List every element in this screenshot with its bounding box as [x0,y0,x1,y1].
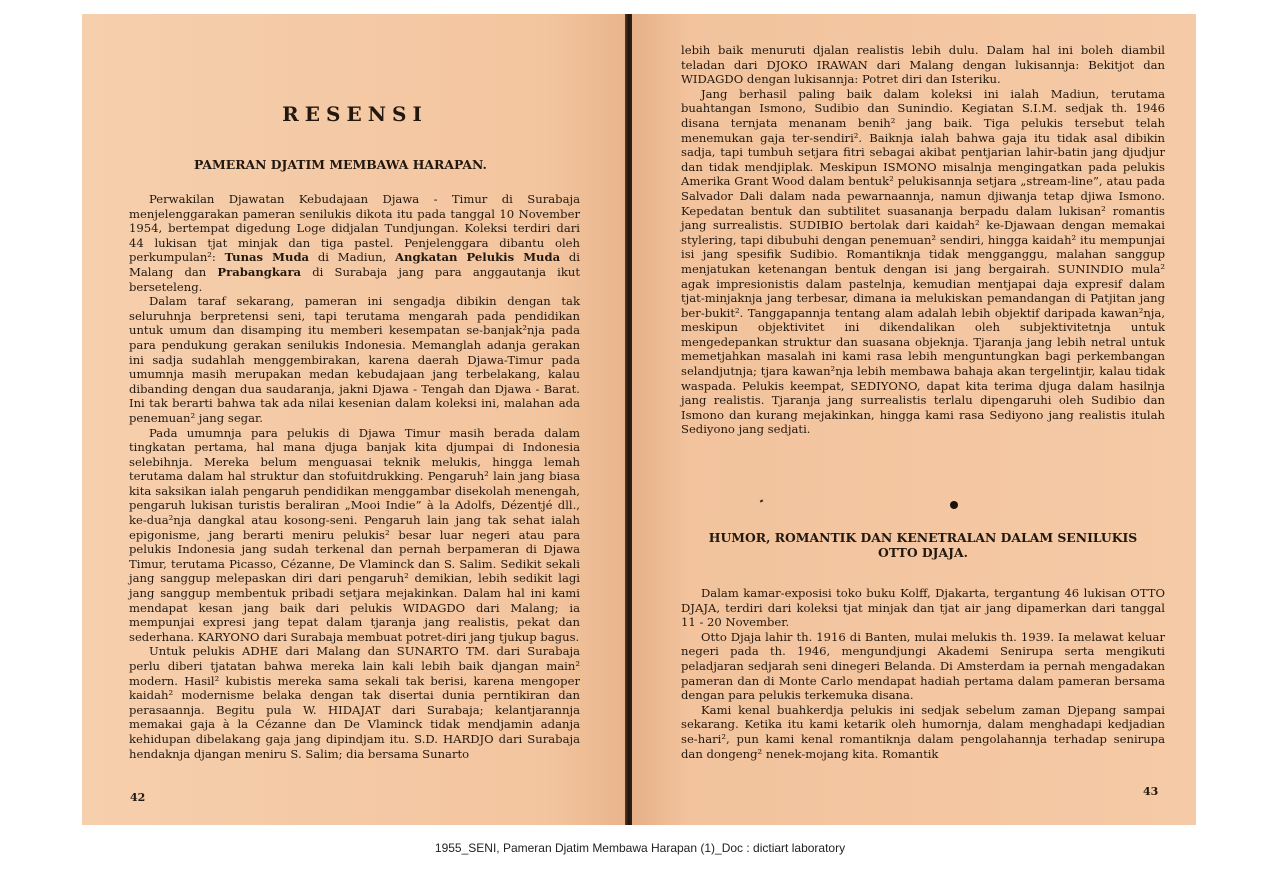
right-page-body-bottom [681,586,1165,761]
org-name-prabangkara: Prabangkara [217,264,302,279]
article2-title-line: HUMOR, ROMANTIK DAN KENETRALAN DALAM SENILUKIS [708,530,1138,545]
paragraph: Jang berhasil paling baik dalam koleksi ini ialah Madiun, terutama buahtangan Ismono, Sudibio dan Sunindio. Kegiatan S.I.M. sedjak th. 1946 disana ternjata menanam benih² jang baik. Tiga pelukis tersebut telah menemukan gaja ter-sendiri². Baiknja ialah bahwa gaja itu tidak asal dibikin sadja, tapi tumbuh setjara fitri sebagai akibat pentjarian lahir-batin jang djudjur dan tidak mendjiplak. Meskipun ISMONO misalnja mengingatkan pada pelukis Amerika Grant Wood dalam bentuk² pelukisannja setjara „stream-line”, atau pada Salvador Dali dalam nada pewarnaannja, namun djiwanja tetap djiwa Ismono. Kepedatan bentuk dan subtilitet suasananja berpadu dalam lukisan² romantis jang surrealistis. SUDIBIO bertolak dari kaidah² ke-Djawaan dengan memakai stylering, tapi dibubuhi dengan penemuan² sendiri, hingga kaidah² itu mempunjai isi jang spesifik Sudibio. Romantiknja tidak mengganggu, malahan sanggup menjatukan ketenangan bentuk dengan isi jang bergairah. SUNINDIO mula² agak impresionistis dalam pastelnja, kemudian mentjapai daja expresif dalam tjat-minjaknja jang terbesar, dimana ia melukiskan pemandangan di Patjitan jang ber-bukit². Tanggapannja tentang alam adalah lebih objektif daripada kawan²nja, meskipun objektivitet ini dikendalikan oleh subjektivitetnja untuk mengedepankan struktur dan suasana objeknja. Tjaranja jang lebih netral untuk memetjahkan masalah ini kami rasa lebih menguntungkan bagi perkembangan selandjutnja; tjara kawan²nja lebih membawa bahaja akan tergelintjir, kalau tidak waspada. Pelukis keempat, SEDIYONO, dapat kita terima djuga dalam hasilnja jang realistis. Tjaranja jang surrealistis terlalu dipengaruhi oleh Sudibio dan Ismono dan kurang mejakinkan, hingga kami rasa Sediyono jang realistis itulah Sediyono jang sedjati. [681,86,1165,437]
paragraph-text: di Surabaja jang para anggautanja ikut berseteleng. [129,264,581,294]
right-page-body-top [681,43,1165,437]
book-spread [82,14,1196,825]
ink-mark [760,499,764,502]
page-number: 43 [1143,785,1159,798]
org-name-angkatan-pelukis-muda: Angkatan Pelukis Muda [395,250,561,265]
right-page [632,14,1196,825]
section-heading: RESENSI [282,102,428,126]
article-title: PAMERAN DJATIM MEMBAWA HARAPAN. [194,157,487,172]
paragraph: Kami kenal buahkerdja pelukis ini sedjak sebelum zaman Djepang sampai sekarang. Ketika itu kami ketarik oleh humornja, dalam menghadapi kedjadian se-hari², pun kami kenal romantiknja dalam pengolahannja terhadap senirupa dan dongeng² nenek-mojang kita. Romantik [681,702,1165,761]
paragraph-text: di Madiun, [309,250,396,265]
article2-title [681,530,1165,560]
image-caption: 1955_SENI, Pameran Djatim Membawa Harapan (1)_Doc : dictiart laboratory [434,841,846,855]
org-name-tunas-muda: Tunas Muda [224,250,310,265]
left-page-body [129,192,580,761]
paragraph-text: Perwakilan Djawatan Kebudajaan Djawa - Timur di Surabaja menjelenggarakan pameran senilukis dikota itu pada tanggal 10 November 1954, bertempat digedung Loge didjalan Tundjungan. Koleksi terdiri dari 44 lukisan tjat minjak dan tiga pastel. Penjelenggara dibantu oleh perkumpulan²: [129,192,580,265]
left-page [82,14,628,825]
paragraph-text: di Malang dan [129,250,580,279]
paragraph: Otto Djaja lahir th. 1916 di Banten, mulai melukis th. 1939. Ia melawat keluar negeri pada th. 1946, mengundjungi Akademi Senirupa serta mengikuti peladjaran sedjarah seni dinegeri Belanda. Di Amsterdam ia pernah mengadakan pameran dan di Monte Carlo mendapat hadiah pertama dalam pameran bersama dengan para pelukis terkemuka disana. [681,629,1165,703]
paragraph: Pada umumnja para pelukis di Djawa Timur masih berada dalam tingkatan pertama, hal mana djuga banjak kita djumpai di Indonesia selebihnja. Mereka belum menguasai teknik melukis, hingga lemah terutama dalam hal struktur dan stofuitdrukking. Pengaruh² lain jang biasa kita saksikan ialah pengaruh pendidikan menggambar disekolah menengah, pengaruh lukisan turistis beraliran „Mooi Indie” à la Adolfs, Dézentjé dll., ke-dua²nja dangkal atau kosong-seni. Pengaruh lain jang tak sehat ialah epigonisme, jang berarti meniru pelukis² besar luar negeri atau para pelukis Indonesia jang sudah terkenal dan pernah berpameran di Djawa Timur, terutama Picasso, Cézanne, De Vlaminck dan S. Salim. Sedikit sekali jang sanggup melepaskan diri dari pengaruh² demikian, lebih sedikit lagi jang sanggup membentuk pribadi setjara mejakinkan. Dalam hal ini kami mendapat kesan jang baik dari pelukis WIDAGDO dari Malang; ia mempunjai expresi jang tepat dalam tjaranja jang realistis, pekat dan sederhana. KARYONO dari Surabaja membuat potret-diri jang tjukup bagus. [129,425,580,644]
paragraph: Dalam taraf sekarang, pameran ini sengadja dibikin dengan tak seluruhnja berpretensi seni, tapi terutama mengarah pada pendidikan untuk umum dan disamping itu memberi kesempatan se-banjak²nja pada para pendukung gerakan senilukis Indonesia. Memanglah adanja gerakan ini sadja sudahlah menggembirakan, karena daerah Djawa-Timur pada umumnja masih merupakan medan kebudajaan jang terbelakang, kalau dibanding dengan dua saudaranja, jakni Djawa - Tengah dan Djawa - Barat. Ini tak berarti bahwa tak ada nilai kesenian dalam koleksi ini, malahan ada penemuan² jang segar. [129,294,580,425]
page-number: 42 [130,791,146,804]
paragraph [129,192,580,294]
paragraph: lebih baik menuruti djalan realistis lebih dulu. Dalam hal ini boleh diambil teladan dari DJOKO IRAWAN dari Malang dengan lukisannja: Bekitjot dan WIDAGDO dengan lukisannja: Potret diri dan Isteriku. [681,43,1165,87]
separator-dot [950,501,958,509]
article2-title-line: OTTO DJAJA. [878,545,968,560]
paragraph: Dalam kamar-exposisi toko buku Kolff, Djakarta, tergantung 46 lukisan OTTO DJAJA, terdiri dari koleksi tjat minjak dan tjat air jang dipamerkan dari tanggal 11 - 20 November. [681,586,1165,630]
paragraph: Untuk pelukis ADHE dari Malang dan SUNARTO TM. dari Surabaja perlu diberi tjatatan bahwa mereka lain kali lebih baik djangan main² modern. Hasil² kubistis mereka sama sekali tak berisi, karena mengoper kaidah² modernisme belaka dengan tak disertai dunia perntikiran dan perasaannja. Begitu pula W. HIDAJAT dari Surabaja; kelantjarannja memakai gaja à la Cézanne dan De Vlaminck tidak mendjamin adanja kehidupan dibelakang gaja jang dipindjam itu. S.D. HARDJO dari Surabaja hendaknja djangan meniru S. Salim; dia bersama Sunarto [129,644,580,761]
